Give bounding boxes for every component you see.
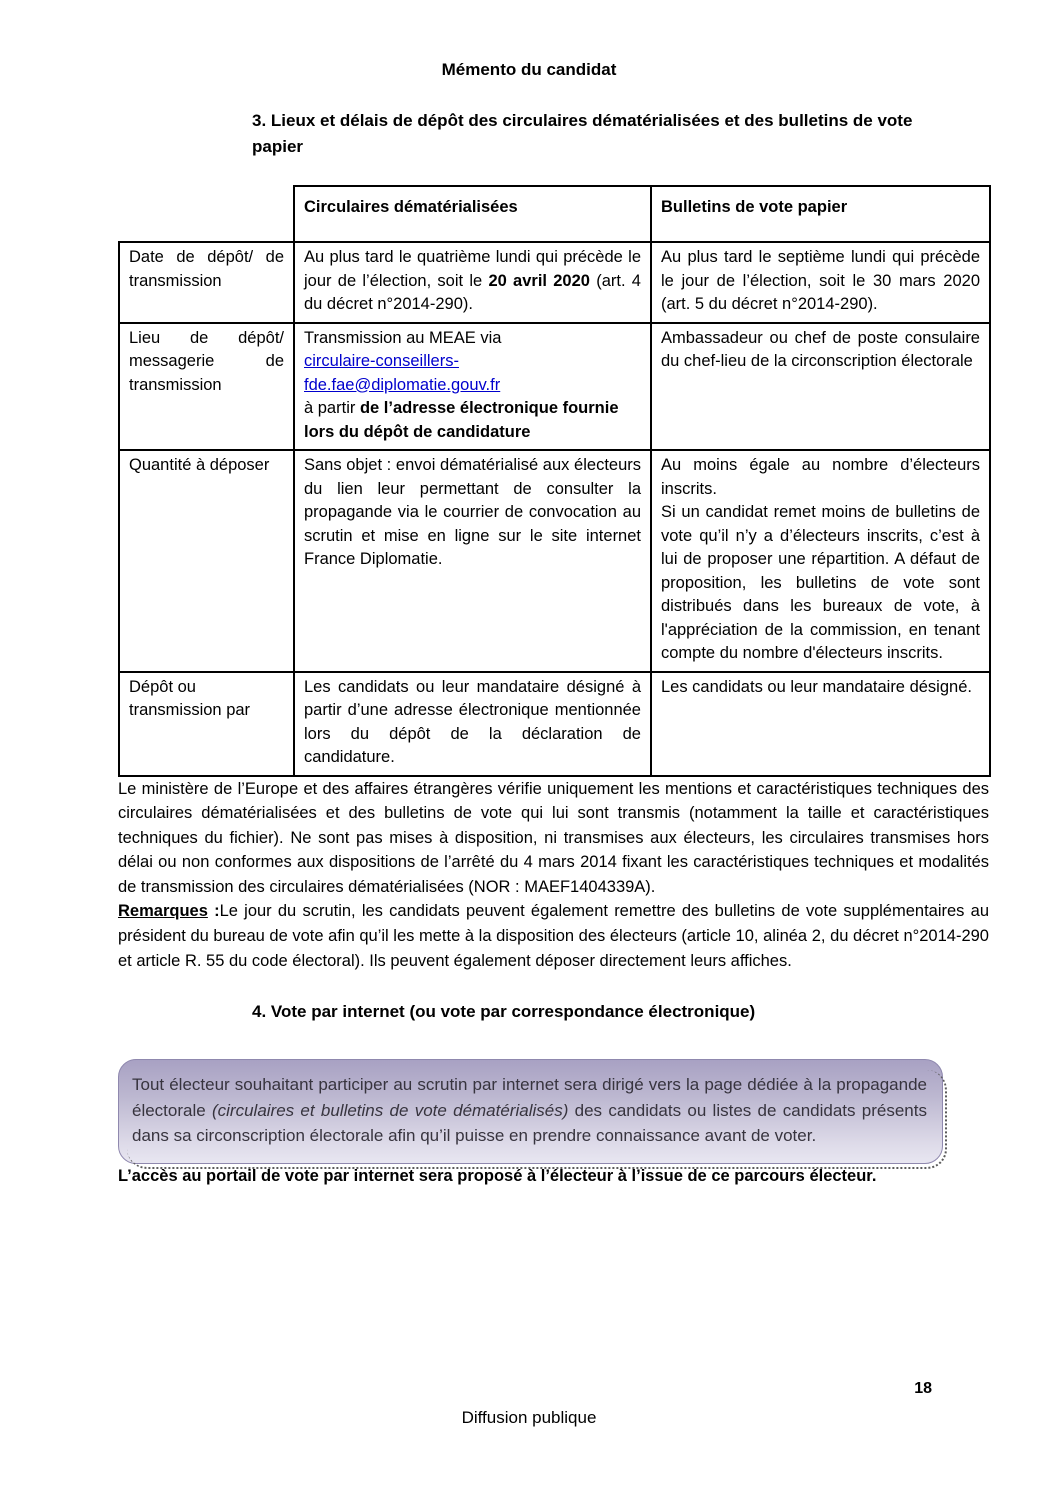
- table-corner-blank: [119, 186, 294, 242]
- remarks-colon: :: [207, 902, 220, 921]
- text-run: à partir: [304, 399, 360, 417]
- cell-depot-circulaires: Les candidats ou leur mandataire désigné à partir d’une adresse électronique mentionnée lors du dépôt de la déclaration de candidature.: [294, 672, 651, 776]
- text-run: Si un candidat remet moins de bulletins de vote qu’il n’y a d’électeurs inscrits, c’est à lui de proposer une répartition. A défaut de proposition, les bulletins de vote sont distribués dans les bureaux de vote, à l'appréciation de la commission, en tenant compte du nombre d'électeurs inscrits.: [661, 503, 980, 662]
- remarks-paragraph: [118, 899, 989, 973]
- row-label-lieu: Lieu de dépôt/ messagerie de transmission: [119, 323, 294, 451]
- row-label-depot: Dépôt ou transmission par: [119, 672, 294, 776]
- remarks-label: Remarques: [118, 902, 208, 921]
- page-content: [118, 0, 989, 1188]
- page-number: 18: [914, 1380, 932, 1397]
- text-run: Transmission au MEAE via: [304, 328, 502, 347]
- email-link[interactable]: [304, 350, 641, 397]
- table-row-lieu: [119, 323, 990, 451]
- cell-lieu-circulaires: [294, 323, 651, 451]
- column-header-circulaires: Circulaires dématérialisées: [294, 186, 651, 242]
- email-link-line1: circulaire-conseillers-: [304, 352, 459, 370]
- ministry-paragraph: Le ministère de l’Europe et des affaires étrangères vérifie uniquement les mentions et caractéristiques techniques des circulaires dématérialisées et des bulletins de vote qui lui sont transmis (notamment la taille et caractéristiques techniques du fichier). Ne sont pas mises à disposition, ni transmises aux électeurs, les circulaires transmises hors délai ou non conformes aux dispositions de l’arrêté du 4 mars 2014 fixant les caractéristiques techniques et modalités de transmission des circulaires dématérialisées (NOR : MAEF1404339A).: [118, 779, 989, 896]
- row-label-date: Date de dépôt/ de transmission: [119, 242, 294, 323]
- cell-date-circulaires: [294, 242, 651, 323]
- email-link-line2: fde.fae@diplomatie.gouv.fr: [304, 375, 501, 394]
- cell-date-bulletins: Au plus tard le septième lundi qui précède le jour de l’élection, soit le 30 mars 2020 (art. 5 du décret n°2014-290).: [651, 242, 990, 323]
- text-run: Au plus tard le quatrième lundi qui précède le jour de l’élection, soit le: [304, 248, 641, 290]
- cell-lieu-bulletins: Ambassadeur ou chef de poste consulaire du chef-lieu de la circonscription électorale: [651, 323, 990, 451]
- text-run: (art. 4 du décret n°2014-290).: [304, 271, 641, 313]
- remarks-text: Le jour du scrutin, les candidats peuvent également remettre des bulletins de vote supplémentaires au président du bureau de vote afin qu’il les mette à la disposition des électeurs (article 10, alinéa 2, du décret n°2014-290 et article R. 55 du code électoral). Ils peuvent également déposer directement leurs affiches.: [118, 902, 989, 970]
- internet-vote-callout: [118, 1059, 943, 1164]
- callout-text: des candidats ou listes de candidats présents dans sa circonscription électorale afin qu’il puisse en prendre connaissance avant de voter.: [132, 1100, 927, 1146]
- text-run: Au moins égale au nombre d’électeurs inscrits.: [661, 456, 980, 498]
- section-3-heading: 3. Lieux et délais de dépôt des circulaires dématérialisées et des bulletins de vote papier: [252, 111, 913, 156]
- table-row-depot: [119, 672, 990, 776]
- portal-access-line: L’accès au portail de vote par internet sera proposé à l’électeur à l’issue de ce parcours électeur.: [118, 1166, 877, 1185]
- row-label-quantite: Quantité à déposer: [119, 450, 294, 672]
- cell-quantite-circulaires: Sans objet : envoi dématérialisé aux électeurs du lien leur permettant de consulter la propagande via le courrier de convocation au scrutin et mise en ligne sur le site internet France Diplomatie.: [294, 450, 651, 672]
- footer-diffusion-label: Diffusion publique: [461, 1408, 597, 1427]
- table-row-date: [119, 242, 990, 323]
- section-4-heading: 4. Vote par internet (ou vote par correspondance électronique): [252, 1002, 756, 1022]
- cell-depot-bulletins: Les candidats ou leur mandataire désigné.: [651, 672, 990, 776]
- document-header-title: Mémento du candidat: [441, 60, 617, 79]
- callout-text: Tout électeur souhaitant participer au scrutin par internet sera dirigé vers la page dédiée à la propagande électorale: [132, 1075, 927, 1120]
- deposit-table: [118, 185, 991, 777]
- text-run-bold: de l’adresse électronique fournie lors du dépôt de candidature: [304, 399, 619, 441]
- text-run: [304, 397, 641, 444]
- text-run-bold: 20 avril 2020: [488, 271, 590, 290]
- table-header-row: [119, 186, 990, 242]
- cell-quantite-bulletins: [651, 450, 990, 672]
- callout-italic-text: (circulaires et bulletins de vote dématérialisés): [211, 1100, 569, 1120]
- column-header-bulletins: Bulletins de vote papier: [651, 186, 990, 242]
- table-row-quantite: [119, 450, 990, 672]
